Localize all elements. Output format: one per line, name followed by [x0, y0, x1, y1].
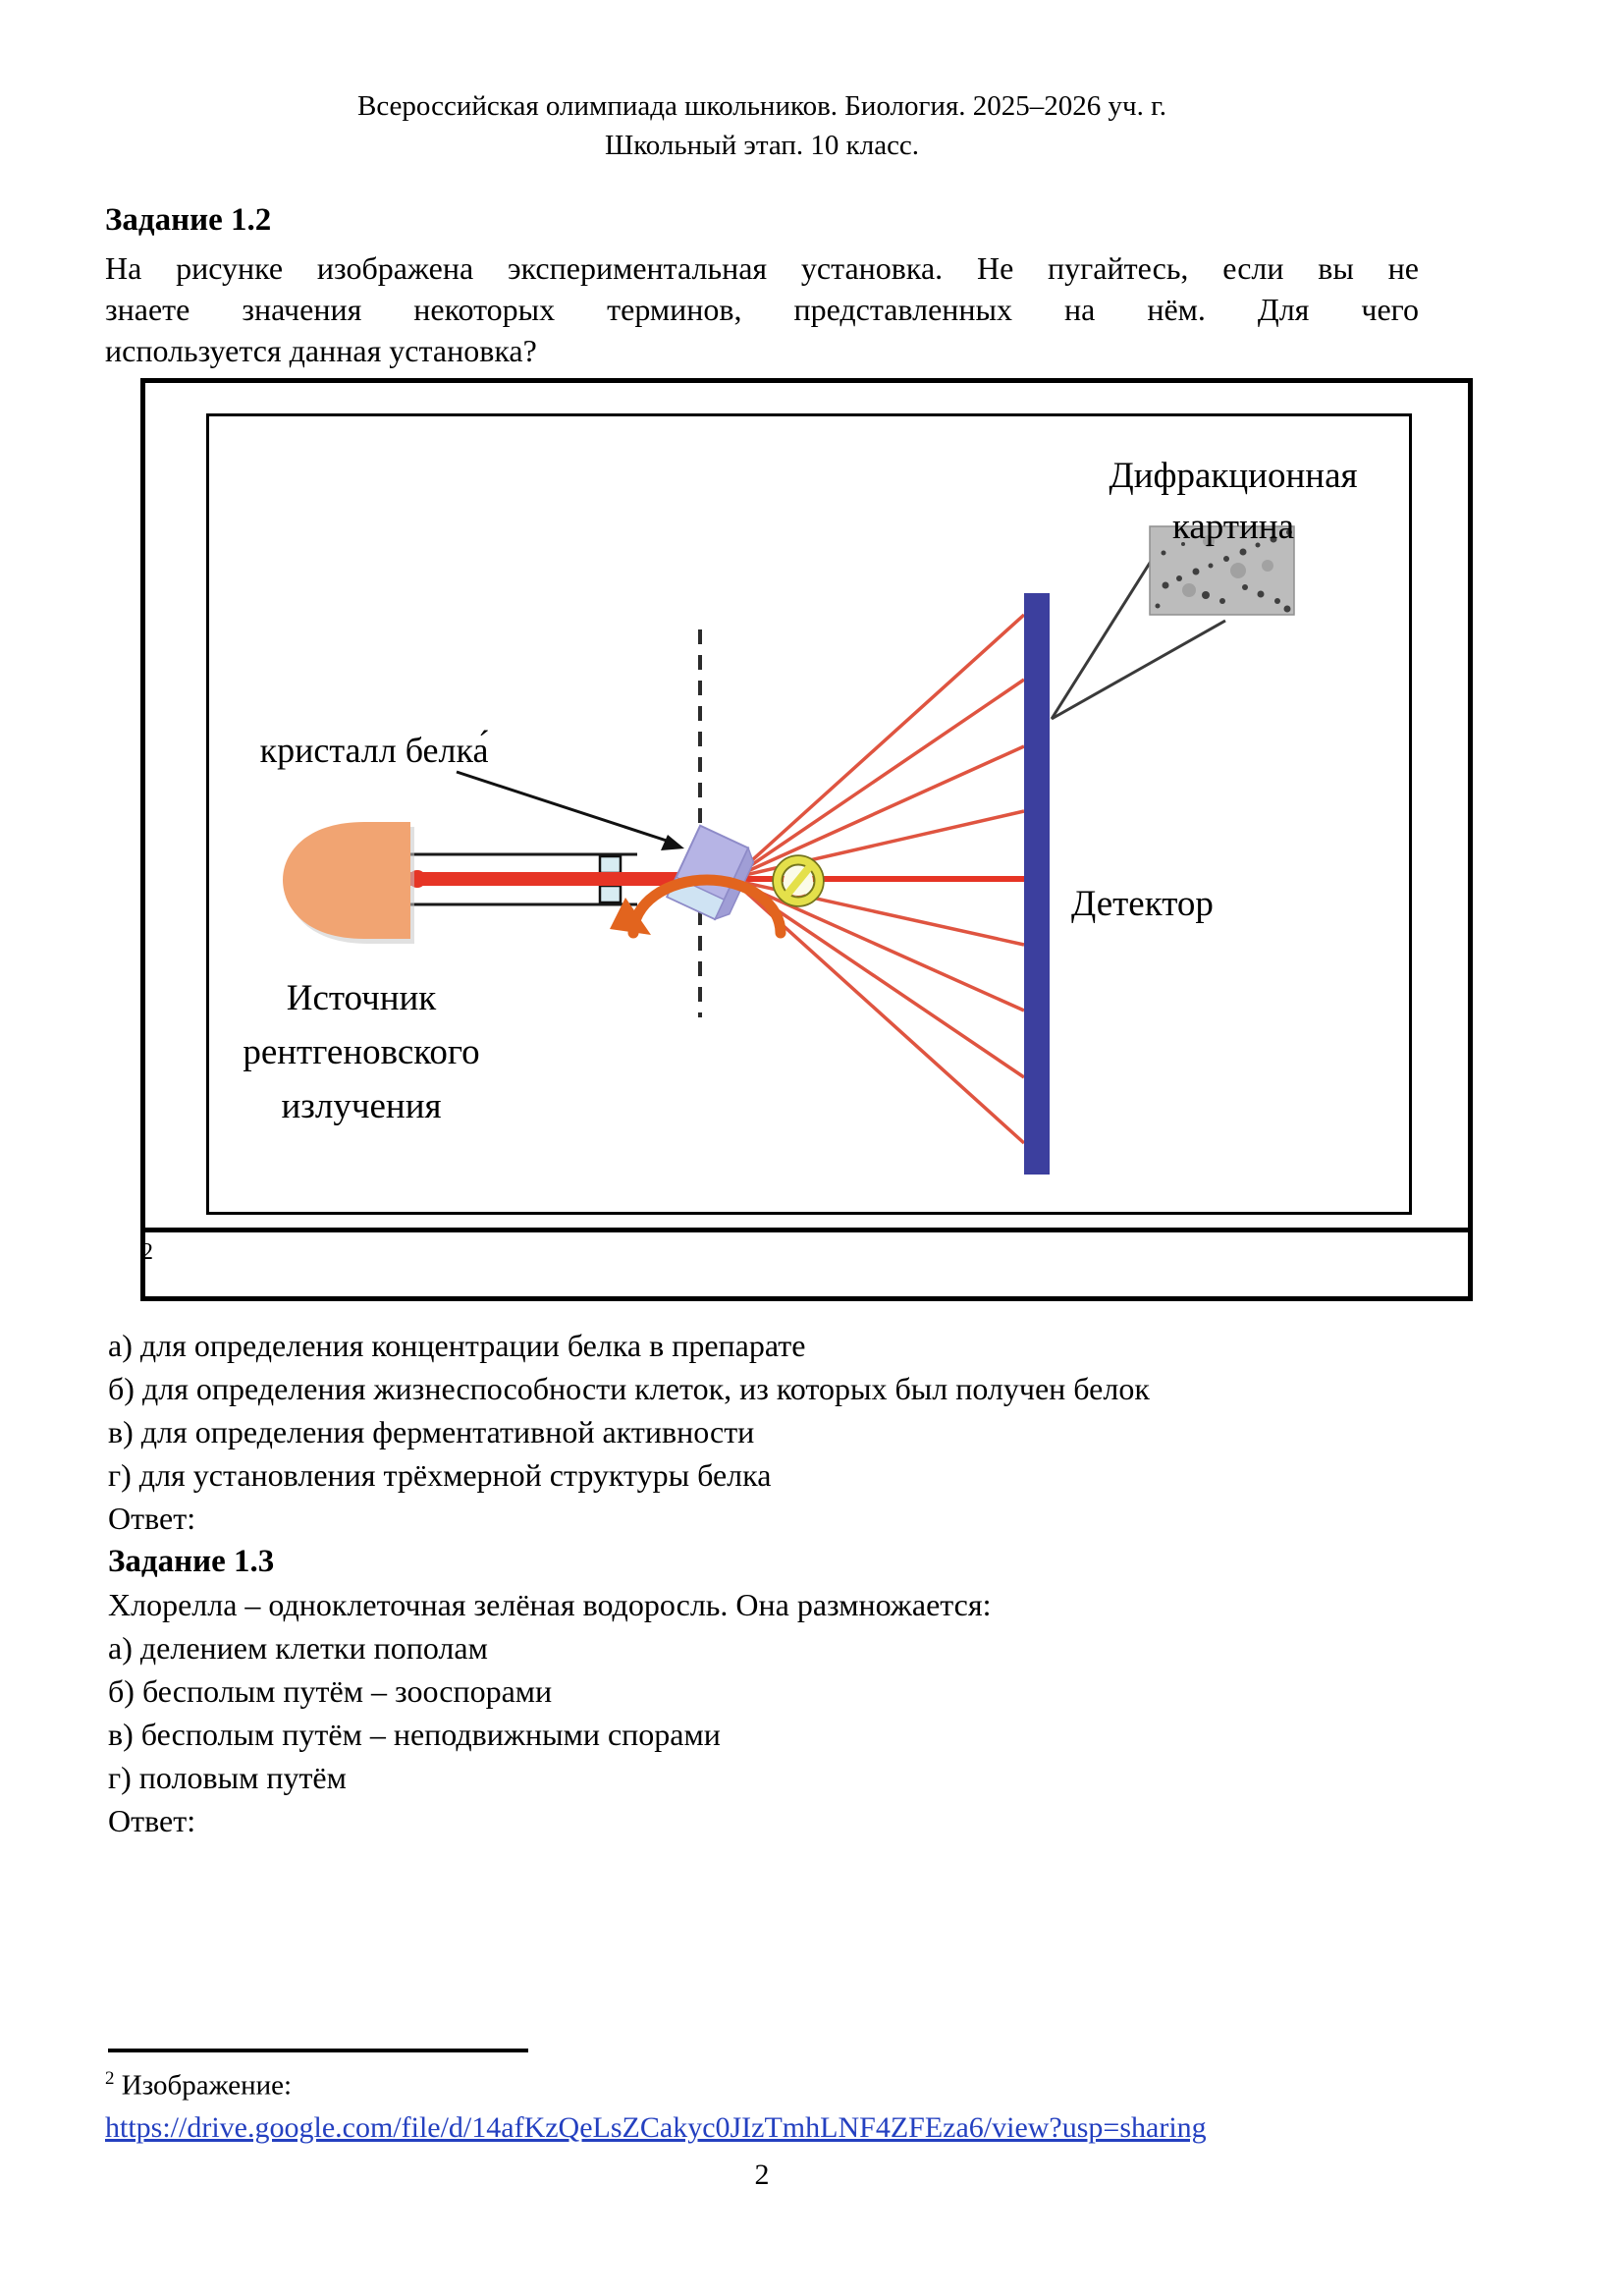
source-label — [243, 978, 479, 1126]
footnote-link-row — [105, 2111, 1207, 2145]
image-source-link[interactable]: https://drive.google.com/file/d/14afKzQeLsZCakyc0JIzTmhLNF4ZFEza6/view?usp=sharing — [105, 2111, 1207, 2144]
svg-text:рентгеновского: рентгеновского — [243, 1032, 480, 1072]
diffraction-label-line1: Дифракционная — [1109, 456, 1358, 496]
page-header — [105, 86, 1419, 165]
task-1-2-answer-label: Ответ: — [108, 1501, 196, 1536]
svg-text:Источник: Источник — [286, 978, 437, 1018]
task-1-3-answer-label: Ответ: — [108, 1803, 196, 1838]
crystal-pointer-line — [457, 772, 673, 843]
footnote-separator — [108, 2049, 528, 2052]
xray-source — [283, 822, 414, 944]
svg-text:излучения: излучения — [281, 1086, 442, 1126]
questions-text — [108, 1324, 1483, 1842]
footnote-label-text: Изображение: — [121, 2069, 293, 2102]
slit-top — [600, 856, 621, 873]
diffraction-label-line2: картина — [1171, 507, 1295, 547]
figure-frame — [140, 378, 1473, 1301]
beam-stop-icon — [774, 856, 824, 906]
task-1-3-option-g: г) половым путём — [108, 1760, 347, 1795]
intro-line: На рисунке изображена экспериментальная установка. Не пугайтесь, если вы не — [105, 250, 1419, 286]
detector-bar — [1024, 593, 1050, 1175]
footnote-text — [105, 2068, 292, 2103]
figure-footnote-marker: 2 — [141, 1239, 153, 1265]
task-1-2-option-b: б) для определения жизнеспособности клеток, из которых был получен белок — [108, 1371, 1150, 1406]
task-1-2-intro — [105, 247, 1419, 371]
intro-line: используется данная установка? — [105, 333, 537, 368]
task-1-2-option-g: г) для установления трёхмерной структуры белка — [108, 1457, 772, 1493]
task-1-2-option-v: в) для определения ферментативной активности — [108, 1414, 755, 1449]
task-1-2-title: Задание 1.2 — [105, 202, 272, 238]
page-number: 2 — [754, 2159, 770, 2191]
slit-bottom — [600, 886, 621, 902]
figure-caption-divider — [143, 1228, 1471, 1232]
crystal-pointer-arrowhead — [661, 835, 684, 850]
intro-line: знаете значения некоторых терминов, представленных на нём. Для чего — [105, 292, 1419, 327]
task-1-3-option-v: в) бесполым путём – неподвижными спорами — [108, 1717, 721, 1752]
footnote-marker: 2 — [105, 2068, 115, 2089]
header-line-2: Школьный этап. 10 класс. — [604, 130, 920, 161]
xray-diffraction-diagram — [209, 416, 1409, 1212]
task-1-3-intro: Хлорелла – одноклеточная зелёная водоросль. Она размножается: — [108, 1587, 992, 1622]
task-1-3-title: Задание 1.3 — [108, 1544, 275, 1579]
detector-label: Детектор — [1071, 884, 1214, 924]
task-1-3-option-b: б) бесполым путём – зооспорами — [108, 1673, 553, 1709]
task-1-3-option-a: а) делением клетки пополам — [108, 1630, 488, 1666]
header-line-1: Всероссийская олимпиада школьников. Биология. 2025–2026 уч. г. — [356, 90, 1166, 122]
crystal-label: кристалл белка́ — [259, 731, 489, 770]
task-1-2-option-a: а) для определения концентрации белка в препарате — [108, 1328, 806, 1363]
figure-canvas — [206, 413, 1412, 1215]
